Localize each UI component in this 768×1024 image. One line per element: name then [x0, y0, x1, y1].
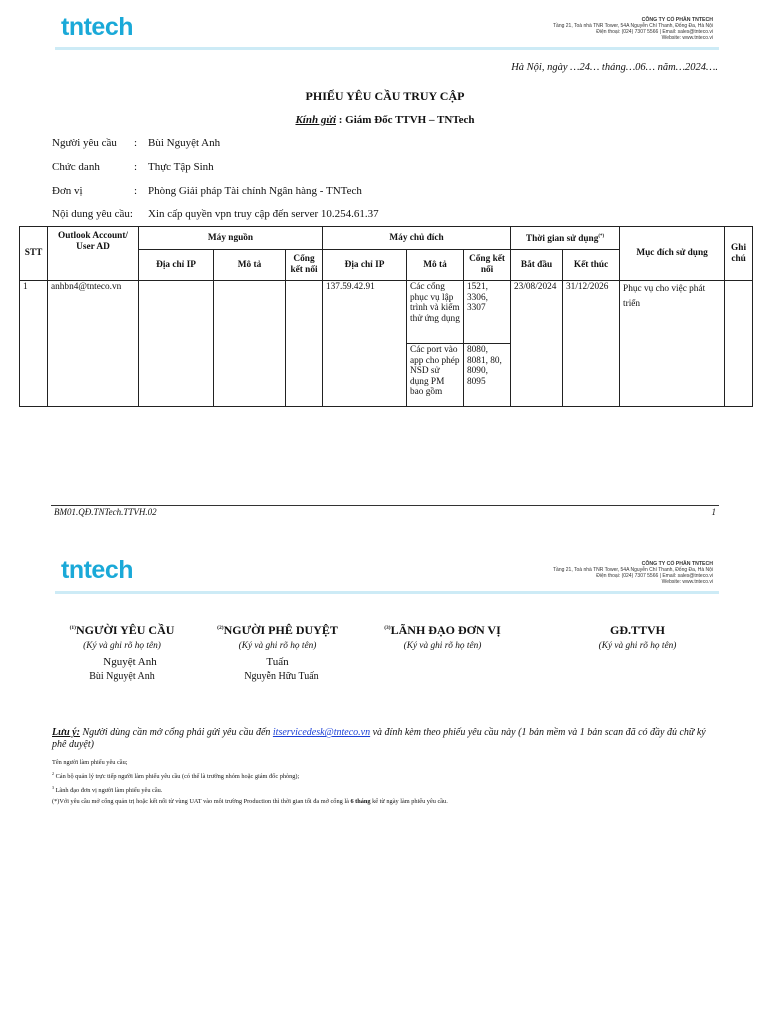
footnote-text: Tên người làm phiếu yêu cầu; [52, 759, 128, 767]
footnote-text-end: kể từ ngày làm phiếu yêu cầu. [370, 798, 448, 805]
company-website: Website: www.tnteco.vi [661, 35, 713, 41]
company-address: Tầng 21, Toà nhà TNR Tower, 54A Nguyễn Chí Thanh, Đống Đa, Hà Nội [552, 23, 713, 29]
col-dst-desc: Mô tả [407, 250, 464, 281]
col-end: Kết thúc [563, 250, 620, 281]
info-sep: : [134, 137, 138, 149]
info-value: Phòng Giải pháp Tài chính Ngân hàng - TNTech [148, 185, 362, 197]
footnote-text: (*)Với yêu cầu mở cổng quản trị hoặc kết nối từ vùng UAT vào môi trường Production thì thời gian tối đa mở cổng là [52, 798, 351, 805]
company-contact: Điện thoại: (024) 7307 5566 | Email: sales@tnteco.vi [596, 29, 713, 35]
col-dst-port: Cổng kết nối [464, 250, 511, 281]
col-source: Máy nguồn [139, 227, 323, 250]
header-divider [55, 47, 719, 50]
company-address: Tầng 21, Toà nhà TNR Tower, 54A Nguyễn Chí Thanh, Đống Đa, Hà Nội [552, 567, 713, 573]
cell-dst-desc-2: Các port vào app cho phép NSD sử dụng PM bao gồm [407, 344, 464, 407]
col-purpose: Mục đích sử dụng [620, 227, 725, 281]
table-row [20, 281, 753, 344]
header-divider-2 [55, 591, 719, 594]
info-label: Chức danh [52, 161, 100, 173]
footnote-4 [52, 798, 448, 805]
sig-title [565, 623, 710, 638]
company-info [493, 17, 713, 41]
col-start: Bắt đầu [511, 250, 563, 281]
col-note: Ghi chú [725, 227, 753, 281]
signature-requester [52, 623, 192, 682]
col-dest: Máy chủ đích [323, 227, 511, 250]
sig-title-text: GĐ.TTVH [609, 623, 665, 637]
company-website: Website: www.tnteco.vi [661, 579, 713, 585]
sig-sup: (3) [384, 625, 391, 631]
col-time-label: Thời gian sử dụng [525, 234, 599, 245]
info-label: Nội dung yêu cầu: [52, 208, 133, 220]
signature-approver [205, 623, 350, 682]
cell-note [725, 281, 753, 407]
sig-title-text: NGƯỜI YÊU CẦU [75, 623, 175, 637]
footnote-bold: 6 tháng [350, 798, 371, 805]
footnote-text: Cán bộ quản lý trực tiếp người làm phiếu yêu cầu (có thể là trưởng nhóm hoặc giám đốc phòng); [55, 773, 300, 781]
cell-src-port [286, 281, 323, 407]
signature-unit-leader [370, 623, 515, 651]
col-src-port: Cổng kết nối [286, 250, 323, 281]
col-stt: STT [20, 227, 48, 281]
col-dst-ip: Địa chỉ IP [323, 250, 407, 281]
cell-src-ip [139, 281, 214, 407]
cell-dst-desc-1: Các cổng phục vụ lập trình và kiểm thử ứng dụng [407, 281, 464, 344]
cell-end: 31/12/2026 [563, 281, 620, 407]
info-sep: : [134, 161, 138, 173]
sig-sub: (Ký và ghi rõ họ tên) [403, 641, 482, 651]
date-line: Hà Nội, ngày …24… tháng…06… năm…2024…. [511, 62, 718, 73]
company-logo: tntech [61, 13, 133, 41]
sig-sub: (Ký và ghi rõ họ tên) [83, 641, 161, 651]
sig-sup: (2) [217, 625, 224, 631]
sig-name: Bùi Nguyệt Anh [89, 671, 155, 682]
company-info-2 [493, 561, 713, 585]
signature-director [565, 623, 710, 651]
info-value: Thực Tập Sinh [148, 161, 214, 173]
page-title: PHIẾU YÊU CẦU TRUY CẬP [305, 89, 465, 103]
footnote-text: Lãnh đạo đơn vị người làm phiếu yêu cầu. [55, 787, 163, 795]
note-label: Lưu ý: [52, 727, 80, 738]
col-time-sup: (*) [598, 233, 605, 239]
recipient-line [0, 114, 768, 126]
sig-sup: (1) [69, 625, 76, 631]
note-text-before: Người dùng cần mở cổng phải gửi yêu cầu đến [79, 727, 273, 738]
cell-purpose: Phục vụ cho việc phát triển [620, 281, 725, 407]
sig-title [52, 623, 192, 638]
col-src-ip: Địa chỉ IP [139, 250, 214, 281]
cell-src-desc [214, 281, 286, 407]
sig-title-text: LÃNH ĐẠO ĐƠN VỊ [390, 623, 501, 637]
footer-rule [51, 505, 719, 506]
col-account: Outlook Account/ User AD [48, 227, 139, 281]
sig-title [205, 623, 350, 638]
company-contact: Điện thoại: (024) 7307 5566 | Email: sales@tnteco.vi [596, 573, 713, 579]
info-value: Bùi Nguyệt Anh [148, 137, 221, 149]
sig-title [370, 623, 515, 638]
cell-start: 23/08/2024 [511, 281, 563, 407]
form-code: BM01.QĐ.TNTech.TTVH.02 [54, 507, 157, 517]
col-src-desc: Mô tả [214, 250, 286, 281]
footnote-3: $^3$ Lãnh đạo đơn vị người làm phiếu yêu cầu. [52, 785, 163, 795]
col-time [511, 227, 620, 250]
company-name: CÔNG TY CỔ PHẦN TNTECH [641, 561, 713, 567]
page-number: 1 [711, 507, 716, 517]
sig-sub: (Ký và ghi rõ họ tên) [598, 641, 677, 651]
support-email-link[interactable]: itservicedesk@tnteco.vn [272, 727, 371, 738]
sig-title-text: NGƯỜI PHÊ DUYỆT [223, 623, 338, 637]
cell-dst-port-2: 8080, 8081, 80, 8090, 8095 [464, 344, 511, 407]
note-text-after: và đính kèm theo phiếu yêu cầu này (1 bản mềm và 1 bản scan đã có đầy đủ chữ ký phê duyệt) [52, 727, 706, 750]
company-name: CÔNG TY CỔ PHẦN TNTECH [641, 17, 713, 23]
sig-name: Nguyễn Hữu Tuấn [244, 671, 319, 682]
cell-stt: 1 [20, 281, 48, 407]
recipient-label: Kính gửi [295, 114, 336, 126]
info-sep: : [134, 185, 138, 197]
info-label: Đơn vị [52, 185, 83, 197]
sig-signature: Tuấn [266, 656, 289, 668]
note-paragraph [52, 727, 722, 751]
request-table [19, 226, 753, 407]
info-label: Người yêu cầu [52, 137, 117, 149]
recipient-value: : Giám Đốc TTVH – TNTech [338, 114, 475, 126]
info-value: Xin cấp quyền vpn truy cập đến server 10.254.61.37 [148, 208, 379, 220]
footnote-1 [52, 757, 127, 766]
sig-sub: (Ký và ghi rõ họ tên) [238, 641, 317, 651]
footnote-2: $^2$ Cán bộ quản lý trực tiếp người làm phiếu yêu cầu (có thể là trưởng nhóm hoặc giám đốc phòng); [52, 771, 300, 781]
cell-dst-port-1: 1521, 3306, 3307 [464, 281, 511, 344]
company-logo-2: tntech [61, 556, 133, 584]
cell-dst-ip: 137.59.42.91 [323, 281, 407, 407]
cell-account: anhbn4@tnteco.vn [48, 281, 139, 407]
sig-signature: Nguyệt Anh [103, 656, 157, 668]
